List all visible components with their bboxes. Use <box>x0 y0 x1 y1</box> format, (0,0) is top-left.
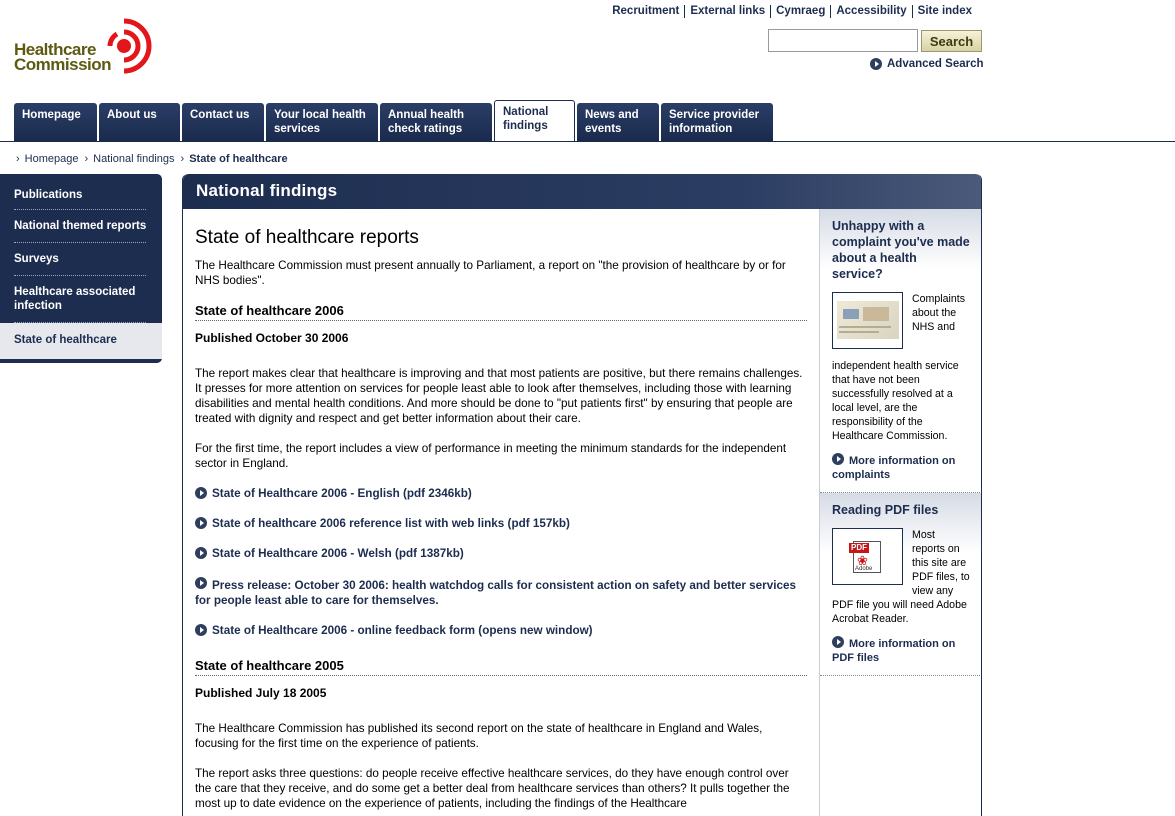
arrow-circle-icon <box>832 636 844 648</box>
section-heading-2005: State of healthcare 2005 <box>195 658 807 676</box>
search-button[interactable]: Search <box>921 30 982 52</box>
arrow-circle-icon <box>832 453 844 465</box>
complaints-heading: Unhappy with a complaint you've made about a health service? <box>832 219 970 281</box>
tab-about-us[interactable]: About us <box>99 103 180 141</box>
complaints-more-link[interactable]: More information on complaints <box>832 455 956 481</box>
arrow-circle-icon <box>195 624 207 636</box>
report-link-reference-list-2006[interactable]: State of healthcare 2006 reference list with web links (pdf 157kb) <box>195 516 807 531</box>
sidebar-item-publications[interactable]: Publications <box>0 174 162 210</box>
feedback-form-link-2006[interactable]: State of Healthcare 2006 - online feedback form (opens new window) <box>195 623 807 638</box>
intro-text: The Healthcare Commission must present annually to Parliament, a report on "the provision of healthcare by or for NHS bodies". <box>195 259 786 287</box>
section-header: National findings <box>183 174 981 209</box>
utility-links <box>607 5 977 18</box>
complaints-box <box>820 209 982 492</box>
report-link-welsh-2006[interactable]: State of Healthcare 2006 - Welsh (pdf 1387kb) <box>195 546 807 561</box>
arrow-circle-icon <box>195 577 207 589</box>
press-release-link-2006[interactable]: Press release: October 30 2006: health watchdog calls for consistent action on safety and better services for people least able to care for themselves. <box>195 579 796 607</box>
pdf-info-text: Most reports on this site are PDF files, to view any PDF file you will need Adobe Acrobat Reader. <box>832 529 970 625</box>
search-input[interactable] <box>768 29 918 52</box>
logo[interactable] <box>14 18 159 78</box>
complaints-leaflet-thumbnail <box>832 292 903 349</box>
page-title: State of healthcare reports <box>195 227 419 248</box>
pdf-heading: Reading PDF files <box>832 503 939 517</box>
arrow-circle-icon <box>195 517 207 529</box>
main-nav <box>14 103 775 141</box>
chevron-right-icon: › <box>16 153 20 165</box>
right-sidebar <box>819 209 982 816</box>
complaints-text: Complaints about the NHS and independent health service that have not been successfully resolved at a local level, are the responsibility of the Healthcare Commission. <box>832 293 965 442</box>
external-links-link[interactable]: External links <box>684 5 770 18</box>
body-text: The report asks three questions: do people receive effective healthcare services, do they have enough control over the care that they receive, and do some get a better deal from healthcare services than others? It pulls together the most up to date evidence on the experience of patients, including the findings of the Healthcare <box>195 767 790 810</box>
nav-divider <box>0 141 1175 142</box>
logo-signal-icon <box>106 18 158 74</box>
site-index-link[interactable]: Site index <box>912 5 977 18</box>
arrow-circle-icon <box>870 58 882 70</box>
section-heading-2006: State of healthcare 2006 <box>195 303 807 321</box>
chevron-right-icon: › <box>84 153 89 165</box>
cymraeg-link[interactable]: Cymraeg <box>770 5 830 18</box>
tab-news-events[interactable]: News and events <box>577 103 659 141</box>
body-text: The Healthcare Commission has published its second report on the state of healthcare in England and Wales, focusing for the first time on the experience of patients. <box>195 722 763 750</box>
chevron-right-icon: › <box>180 153 185 165</box>
section-nav <box>0 174 162 363</box>
advanced-search-link[interactable]: Advanced Search <box>870 58 984 70</box>
pdf-more-link[interactable]: More information on PDF files <box>832 638 956 664</box>
accessibility-link[interactable]: Accessibility <box>830 5 911 18</box>
breadcrumb <box>16 153 288 165</box>
tab-local-health-services[interactable]: Your local health services <box>266 103 378 141</box>
report-link-english-2006[interactable]: State of Healthcare 2006 - English (pdf 2346kb) <box>195 486 807 501</box>
tab-annual-health-check[interactable]: Annual health check ratings <box>380 103 492 141</box>
published-date-2006: Published October 30 2006 <box>195 331 349 345</box>
sidebar-item-hai[interactable]: Healthcare associated infection <box>0 276 162 323</box>
published-date-2005: Published July 18 2005 <box>195 686 327 700</box>
main-panel <box>182 174 982 816</box>
breadcrumb-national-findings[interactable]: National findings <box>93 153 175 165</box>
sidebar-item-state-of-healthcare[interactable]: State of healthcare <box>0 323 162 359</box>
body-text: For the first time, the report includes a view of performance in meeting the minimum standards for the independent sector in England. <box>195 442 787 470</box>
breadcrumb-homepage[interactable]: Homepage <box>24 153 79 165</box>
sidebar-item-themed-reports[interactable]: National themed reports <box>0 210 162 243</box>
main-content <box>183 209 819 816</box>
pdf-info-box <box>820 493 982 675</box>
breadcrumb-current: State of healthcare <box>189 153 288 165</box>
tab-national-findings[interactable]: National findings <box>494 100 575 141</box>
tab-contact-us[interactable]: Contact us <box>182 103 264 141</box>
tab-homepage[interactable]: Homepage <box>14 103 97 141</box>
logo-text: Healthcare Commission <box>14 40 112 74</box>
sidebar-item-surveys[interactable]: Surveys <box>0 243 162 276</box>
recruitment-link[interactable]: Recruitment <box>612 5 680 17</box>
arrow-circle-icon <box>195 487 207 499</box>
tab-service-provider[interactable]: Service provider information <box>661 103 773 141</box>
body-text: The report makes clear that healthcare is improving and that most patients are positive, but there remains challenges. It presses for more attention on services for people least able to look after themselves, including those with learning disabilities and mental health conditions. And more should be done to "put patients first" by ensuring that people are treated with dignity and respect and get better information about their care. <box>195 367 803 425</box>
pdf-file-icon: PDF ❀ Adobe <box>832 528 903 585</box>
arrow-circle-icon <box>195 547 207 559</box>
